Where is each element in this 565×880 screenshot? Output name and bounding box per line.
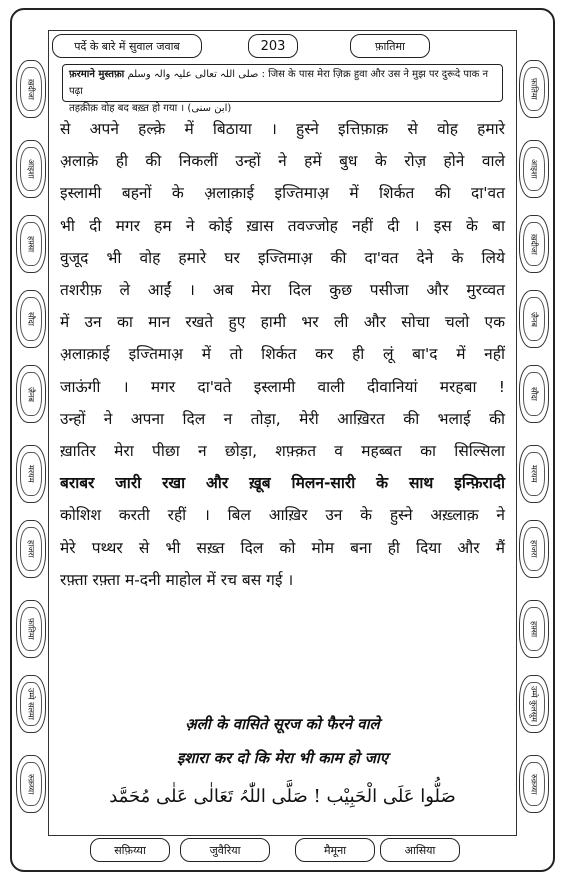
side-ornament: रुक़य्या <box>519 755 549 813</box>
body-line: रफ़्ता रफ़्ता म-दनी माहोल में रच बस गई । <box>60 570 294 589</box>
sayings-source: (ابن سنی) <box>187 103 232 114</box>
footer-tab: सफ़िय्या <box>90 838 170 862</box>
body-line: में उन का मान रखते हुए हामी भर ली और सोचा चलो एक <box>60 313 505 332</box>
body-line: अ़लाक़ाई इज्तिमाअ़ में तो शिर्कत कर ही लूं बा'द में नहीं <box>60 345 505 364</box>
header-book-title: पर्दे के बारे में सुवाल जवाब <box>52 34 202 58</box>
body-line: उन्हों ने अपना दिल न तोड़ा, मेरी आख़िरत की भलाई की <box>60 409 505 428</box>
footer-tab: मैमूना <box>295 838 375 862</box>
page-number: 203 <box>248 34 298 58</box>
side-ornament: मरयम <box>519 445 549 503</box>
side-ornament: आइशा <box>519 140 549 198</box>
side-ornament: ख़दीजा <box>16 60 46 118</box>
side-ornament: हफ़्सा <box>16 215 46 273</box>
body-line: अ़लाक़े ही की निकलीं उन्हों ने हमें बुध के रोज़ होने वाले <box>60 152 505 171</box>
body-line: तशरीफ़ ले आईं । अब मेरा दिल कुछ पसीजा और मुरव्वत <box>60 281 505 300</box>
body-line: भी दी मगर हम ने कोई ख़ास तवज्जोह नहीं दी । इस के बा <box>60 216 505 235</box>
side-ornament: आइशा <box>16 140 46 198</box>
body-line: कोशिश करती रहीं । बिल आख़िर उन के हुस्ने अख़्लाक़ ने <box>60 506 505 525</box>
side-ornament: उम्मे सलमा <box>16 675 46 733</box>
body-line: जाऊंगी । मगर दा'वते इस्लामी वाली दीवानियां मरहबा ! <box>60 377 505 396</box>
side-ornament: सौदा <box>16 290 46 348</box>
footer-tab: जुवैरिया <box>180 838 270 862</box>
header-tab-right: फ़ातिमा <box>350 34 430 58</box>
side-ornament: उम्मे कुलसूम <box>519 675 549 733</box>
side-ornament: हाजरा <box>16 520 46 578</box>
arabic-salutation-footer: صَلُّوا عَلَی الْحَبِیْب ! صَلَّی اللّٰہُ تَعَالٰی عَلٰی مُحَمَّد <box>109 786 456 807</box>
side-ornament: ज़ैनब <box>519 290 549 348</box>
sayings-text-2: तहक़ीक़ वोह बद बख़्त हो गया । <box>69 103 185 114</box>
body-text <box>60 113 505 596</box>
side-ornament: फ़ातिमा <box>519 60 549 118</box>
side-ornament: ज़ैनब <box>16 365 46 423</box>
side-ornament: सौदा <box>519 365 549 423</box>
body-line: मेरे पथ्थर से भी सख़्त दिल को मोम बना ही दिया और मैं <box>60 538 505 557</box>
body-line: इस्लामी बहनों के अ़लाक़ाई इज्तिमाअ़ में शिर्कत की दा'वत <box>60 184 505 203</box>
sayings-text-1: : जिस के पास मेरा ज़िक्र हुवा और उस ने मुझ पर दुरूदे पाक न पढ़ा <box>69 69 489 97</box>
sayings-salutation: صلی اللہ تعالی علیہ والہ وسلم <box>127 69 259 80</box>
side-ornament: फ़ातिमा <box>16 600 46 658</box>
sayings-label: फ़रमाने मुस्तफ़ा <box>69 69 125 80</box>
body-line: से अपने हल्क़े में बिठाया । हुस्ने इत्तिफ़ाक़ से वोह हमारे <box>60 120 505 138</box>
verse-line-1: अ़ली के वासिते सूरज को फैरने वाले <box>185 715 380 733</box>
side-ornament: हफ़्सा <box>519 600 549 658</box>
footer-tab: आसिया <box>380 838 460 862</box>
verse-line-2: इशारा कर दो कि मेरा भी काम हो जाए <box>176 749 389 767</box>
side-ornament: ख़दीजा <box>519 215 549 273</box>
body-line: बराबर जारी रखा और ख़ूब मिलन-सारी के साथ इन्फ़िरादी <box>60 474 505 493</box>
side-ornament: हाजरा <box>519 520 549 578</box>
side-ornament: रुक़य्या <box>16 755 46 813</box>
body-line: वुजूद भी वोह हमारे घर इज्तिमाअ़ की दा'वत देने के लिये <box>60 248 505 267</box>
sayings-box <box>62 64 503 114</box>
side-ornament: मरयम <box>16 445 46 503</box>
body-line: ख़ातिर मेरा पीछा न छोड़ा, शफ़्क़त व महब्बत का सिल्सिला <box>60 442 505 461</box>
